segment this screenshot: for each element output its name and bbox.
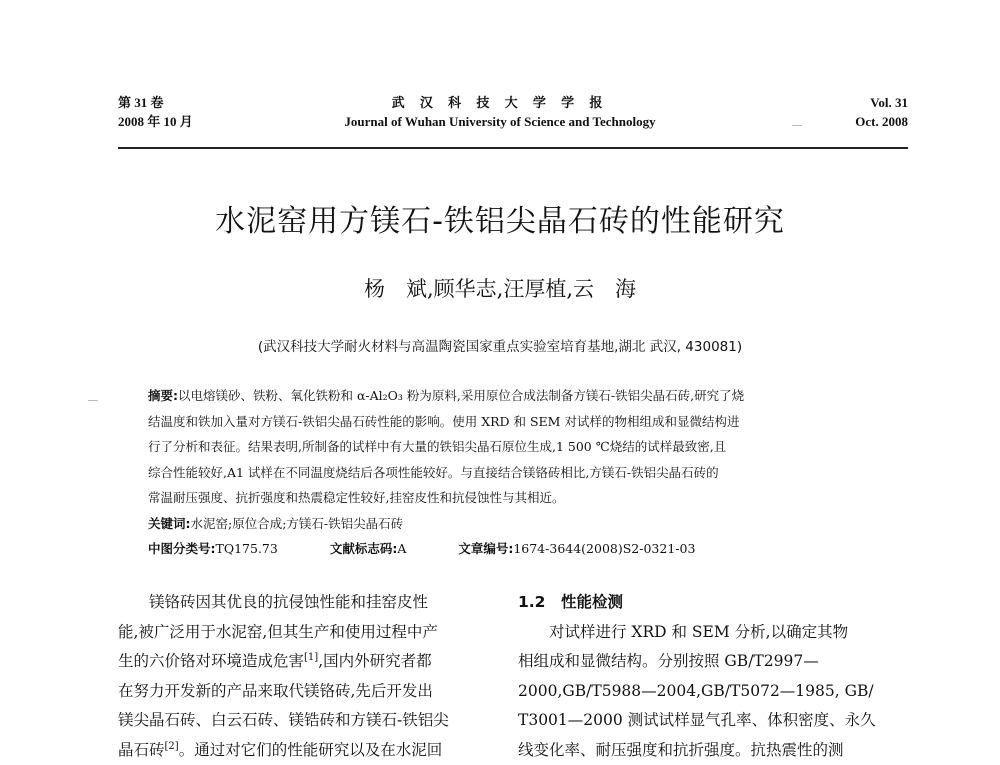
body-line: 生的六价铬对环境造成危害[1],国内外研究者都 <box>118 647 508 677</box>
article-number: 文章编号:1674-3644(2008)S2-0321-03 <box>458 541 719 556</box>
citation: [2] <box>165 740 179 751</box>
body-line: 能,被广泛用于水泥窑,但其生产和使用过程中产 <box>118 618 508 648</box>
abstract-label: 摘要: <box>148 388 178 403</box>
header-date-cn: 2008 年 10 月 <box>118 113 193 131</box>
affiliation: (武汉科技大学耐火材料与高温陶瓷国家重点实验室培育基地,湖北 武汉, 430081) <box>0 335 1000 355</box>
keywords: 关键词:水泥窑;原位合成;方镁石-铁铝尖晶石砖 <box>148 511 888 537</box>
abstract <box>148 383 888 536</box>
scan-mark <box>792 125 802 126</box>
citation: [1] <box>304 652 318 663</box>
header-journal-cn: 武 汉 科 技 大 学 学 报 <box>0 94 1000 112</box>
document-code: 文献标志码:A <box>330 541 431 556</box>
left-column <box>118 588 508 765</box>
header-volume-cn: 第 31 卷 <box>118 94 164 112</box>
header-volume-en: Vol. 31 <box>870 94 908 112</box>
abstract-line: 结温度和铁加入量对方镁石-铁铝尖晶石砖性能的影响。使用 XRD 和 SEM 对试样的物相组成和显微结构进 <box>148 409 888 435</box>
body-line: 线变化率、耐压强度和抗折强度。抗热震性的测 <box>518 736 908 765</box>
classification-line <box>148 539 743 557</box>
right-column <box>518 588 908 765</box>
section-heading: 1.2 性能检测 <box>518 588 908 618</box>
body-line: T3001—2000 测试试样显气孔率、体积密度、永久 <box>518 706 908 736</box>
body-line: 镁铬砖因其优良的抗侵蚀性能和挂窑皮性 <box>118 588 508 618</box>
abstract-line: 摘要:以电熔镁砂、铁粉、氧化铁粉和 α-Al₂O₃ 粉为原料,采用原位合成法制备方镁石-铁铝尖晶石砖,研究了烧 <box>148 383 888 409</box>
header-rule <box>118 147 908 149</box>
body-line: 相组成和显微结构。分别按照 GB/T2997— <box>518 647 908 677</box>
authors: 杨 斌,顾华志,汪厚植,云 海 <box>0 273 1000 303</box>
body-line: 2000,GB/T5988—2004,GB/T5072—1985, GB/ <box>518 677 908 707</box>
scan-mark <box>88 400 98 401</box>
body-line: 镁尖晶石砖、白云石砖、镁锆砖和方镁石-铁铝尖 <box>118 706 508 736</box>
abstract-line: 综合性能较好,A1 试样在不同温度烧结后各项性能较好。与直接结合镁铬砖相比,方镁石-铁铝尖晶石砖的 <box>148 460 888 486</box>
keywords-label: 关键词: <box>148 516 191 531</box>
header-date-en: Oct. 2008 <box>855 113 908 131</box>
body-line: 对试样进行 XRD 和 SEM 分析,以确定其物 <box>518 618 908 648</box>
abstract-line: 常温耐压强度、抗折强度和热震稳定性较好,挂窑皮性和抗侵蚀性与其相近。 <box>148 485 888 511</box>
abstract-line: 行了分析和表征。结果表明,所制备的试样中有大量的铁铝尖晶石原位生成,1 500 ℃烧结的试样最致密,且 <box>148 434 888 460</box>
body-line: 晶石砖[2]。通过对它们的性能研究以及在水泥回 <box>118 736 508 765</box>
body-line: 在努力开发新的产品来取代镁铬砖,先后开发出 <box>118 677 508 707</box>
paper-title: 水泥窑用方镁石-铁铝尖晶石砖的性能研究 <box>0 196 1000 240</box>
header-journal-en: Journal of Wuhan University of Science and Technology <box>0 113 1000 131</box>
clc-number: 中图分类号:TQ175.73 <box>148 541 302 556</box>
